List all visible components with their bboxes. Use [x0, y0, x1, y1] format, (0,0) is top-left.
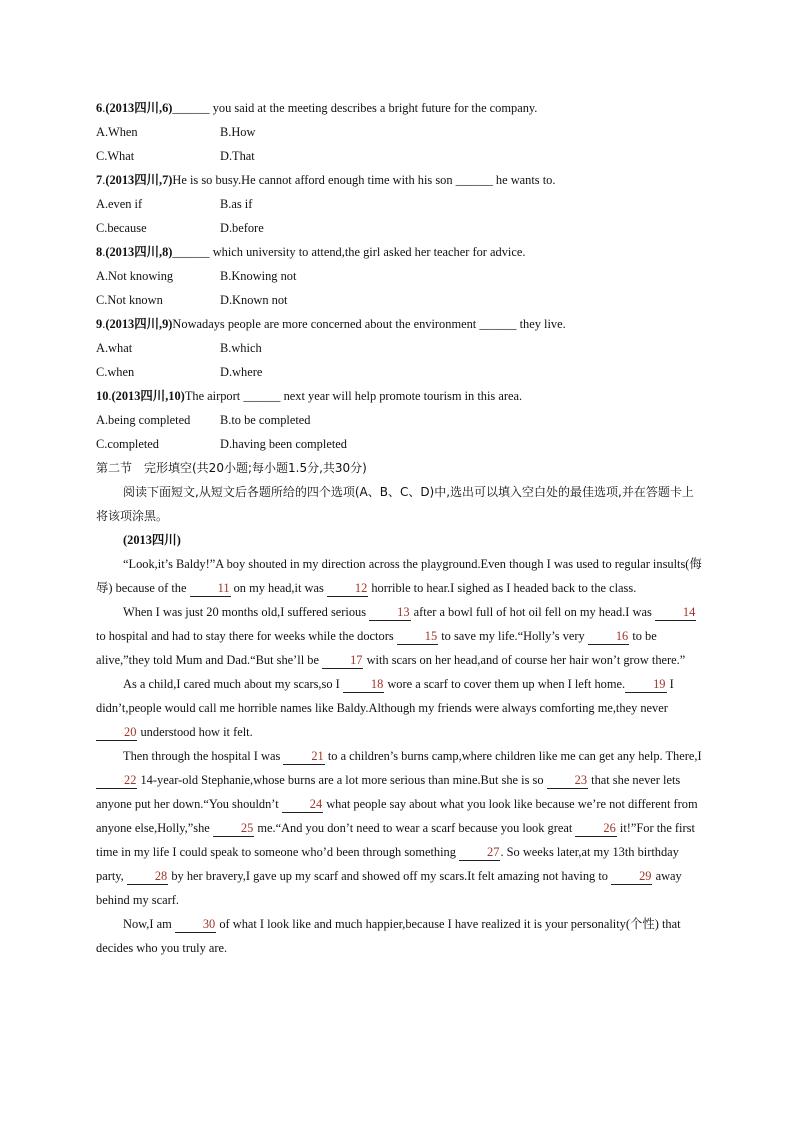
passage-text: after a bowl full of hot oil fell on my head.I was	[410, 605, 655, 619]
question-10: 10.(2013四川,10)The airport ______ next year will help promote tourism in this area.	[96, 389, 523, 403]
section-instruction: 阅读下面短文,从短文后各题所给的四个选项(A、B、C、D)中,选出可以填入空白处的最佳选项,并在答题卡上将该项涂黑。	[96, 485, 694, 523]
blank-18: 18	[343, 676, 384, 693]
passage-text: what people say about what you look like because we’re not different from anyone else,Holly,”she	[96, 797, 698, 835]
question-number: 8	[96, 245, 103, 259]
option-a: A.even if	[96, 197, 143, 211]
question-source: (2013四川,7)	[105, 173, 173, 187]
option-b: B.as if	[220, 197, 253, 211]
passage-text: with scars on her head,and of course her hair won’t grow there.”	[363, 653, 686, 667]
question-number: 7	[96, 173, 103, 187]
option-d: D.where	[220, 365, 263, 379]
option-c: C.when	[96, 365, 135, 379]
passage-text: . So weeks later,at my 13th birthday party,	[96, 845, 679, 883]
options-row	[96, 408, 702, 432]
option-b: B.which	[220, 341, 262, 355]
passage-text: away behind my scarf.	[96, 869, 682, 907]
passage-paragraph-5	[96, 912, 702, 960]
blank-24: 24	[282, 796, 323, 813]
options-row	[96, 144, 702, 168]
question-text-pre: He is so busy.He cannot afford enough time with his son	[172, 173, 456, 187]
option-a: A.Not knowing	[96, 269, 174, 283]
question-source: (2013四川,9)	[105, 317, 173, 331]
blank-27: 27	[459, 844, 500, 861]
exam-page	[96, 96, 702, 960]
option-d: D.before	[220, 221, 264, 235]
passage-text: to hospital and had to stay there for weeks while the doctors	[96, 629, 397, 643]
blank-20: 20	[96, 724, 137, 741]
question-source: (2013四川,6)	[105, 101, 173, 115]
passage-text: to a children’s burns camp,where children like me can get any help. There,I	[324, 749, 702, 763]
question-text-pre: Nowadays people are more concerned about the environment	[172, 317, 480, 331]
option-d: D.Known not	[220, 293, 288, 307]
option-c: C.because	[96, 221, 147, 235]
option-b: B.How	[220, 125, 256, 139]
passage-text: Then through the hospital I was	[123, 749, 284, 763]
passage-text: it!”For the first time in my life I could speak to someone who’d been through something	[96, 821, 695, 859]
question-9: 9.(2013四川,9)Nowadays people are more concerned about the environment ______ they live.	[96, 317, 566, 331]
question-blank: ______	[479, 317, 517, 331]
blank-22: 22	[96, 772, 137, 789]
question-source: (2013四川,8)	[105, 245, 173, 259]
passage-text: horrible to hear.I sighed as I headed back to the class.	[368, 581, 637, 595]
question-text-post: you said at the meeting describes a bright future for the company.	[209, 101, 538, 115]
question-number: 9	[96, 317, 103, 331]
options-row	[96, 192, 702, 216]
option-a: A.When	[96, 125, 138, 139]
passage-text: As a child,I cared much about my scars,so I	[123, 677, 343, 691]
passage-text: 14-year-old Stephanie,whose burns are a lot more serious than mine.But she is so	[137, 773, 547, 787]
blank-28: 28	[127, 868, 168, 885]
question-number: 6	[96, 101, 103, 115]
passage-paragraph-4	[96, 744, 702, 912]
option-b: B.to be completed	[220, 413, 311, 427]
question-blank: ______	[172, 101, 210, 115]
passage-text: on my head,it was	[230, 581, 327, 595]
passage-text: of what I look like and much happier,because I have realized it is your personality(个性) that decides who you truly are.	[96, 917, 681, 955]
question-blank: ______	[172, 245, 210, 259]
question-text-post: next year will help promote tourism in this area.	[280, 389, 523, 403]
question-blank: ______	[243, 389, 281, 403]
options-row	[96, 288, 702, 312]
option-a: A.being completed	[96, 413, 191, 427]
passage-paragraph-1	[96, 552, 702, 600]
blank-14: 14	[655, 604, 696, 621]
passage-source: (2013四川)	[123, 533, 181, 547]
blank-11: 11	[190, 580, 231, 597]
blank-26: 26	[575, 820, 616, 837]
passage-text: to be alive,”they told Mum and Dad.“But she’ll be	[96, 629, 657, 667]
blank-30: 30	[175, 916, 216, 933]
passage-text: that she never lets anyone put her down.“You shouldn’t	[96, 773, 681, 811]
blank-25: 25	[213, 820, 254, 837]
passage-text: understood how it felt.	[137, 725, 253, 739]
question-text-post: which university to attend,the girl asked her teacher for advice.	[209, 245, 526, 259]
option-d: D.That	[220, 149, 255, 163]
options-row	[96, 216, 702, 240]
passage-text: When I was just 20 months old,I suffered serious	[123, 605, 370, 619]
question-7: 7.(2013四川,7)He is so busy.He cannot afford enough time with his son ______ he wants to.	[96, 173, 556, 187]
option-c: C.What	[96, 149, 135, 163]
options-row	[96, 432, 702, 456]
blank-19: 19	[625, 676, 666, 693]
option-c: C.Not known	[96, 293, 163, 307]
section-title: 第二节 完形填空(共20小题;每小题1.5分,共30分)	[96, 461, 367, 475]
option-b: B.Knowing not	[220, 269, 297, 283]
blank-16: 16	[588, 628, 629, 645]
blank-17: 17	[322, 652, 363, 669]
question-number: 10	[96, 389, 109, 403]
option-c: C.completed	[96, 437, 159, 451]
passage-text: I didn’t,people would call me horrible names like Baldy.Although my friends were always comforting me,they never	[96, 677, 674, 715]
blank-15: 15	[397, 628, 438, 645]
passage-text: by her bravery,I gave up my scarf and showed off my scars.It felt amazing not having to	[168, 869, 612, 883]
blank-12: 12	[327, 580, 368, 597]
passage-text: me.“And you don’t need to wear a scarf because you look great	[254, 821, 576, 835]
blank-23: 23	[547, 772, 588, 789]
passage-text: “Look,it’s Baldy!”A boy shouted in my direction across the playground.Even though I was used to regular insults(侮辱) because of the	[96, 557, 702, 595]
question-blank: ______	[455, 173, 493, 187]
question-source: (2013四川,10)	[111, 389, 185, 403]
question-text-pre: The airport	[184, 389, 244, 403]
passage-paragraph-3	[96, 672, 702, 744]
blank-29: 29	[611, 868, 652, 885]
blank-13: 13	[369, 604, 410, 621]
passage-text: Now,I am	[123, 917, 175, 931]
passage-text: wore a scarf to cover them up when I left home.	[384, 677, 626, 691]
passage-paragraph-2	[96, 600, 702, 672]
options-row	[96, 120, 702, 144]
options-row	[96, 360, 702, 384]
question-6: 6.(2013四川,6)______ you said at the meeting describes a bright future for the company.	[96, 101, 538, 115]
passage-text: to save my life.“Holly’s very	[438, 629, 588, 643]
question-text-post: he wants to.	[492, 173, 556, 187]
option-d: D.having been completed	[220, 437, 347, 451]
options-row	[96, 336, 702, 360]
options-row	[96, 264, 702, 288]
question-8: 8.(2013四川,8)______ which university to attend,the girl asked her teacher for advice.	[96, 245, 526, 259]
option-a: A.what	[96, 341, 133, 355]
question-text-post: they live.	[516, 317, 566, 331]
blank-21: 21	[283, 748, 324, 765]
